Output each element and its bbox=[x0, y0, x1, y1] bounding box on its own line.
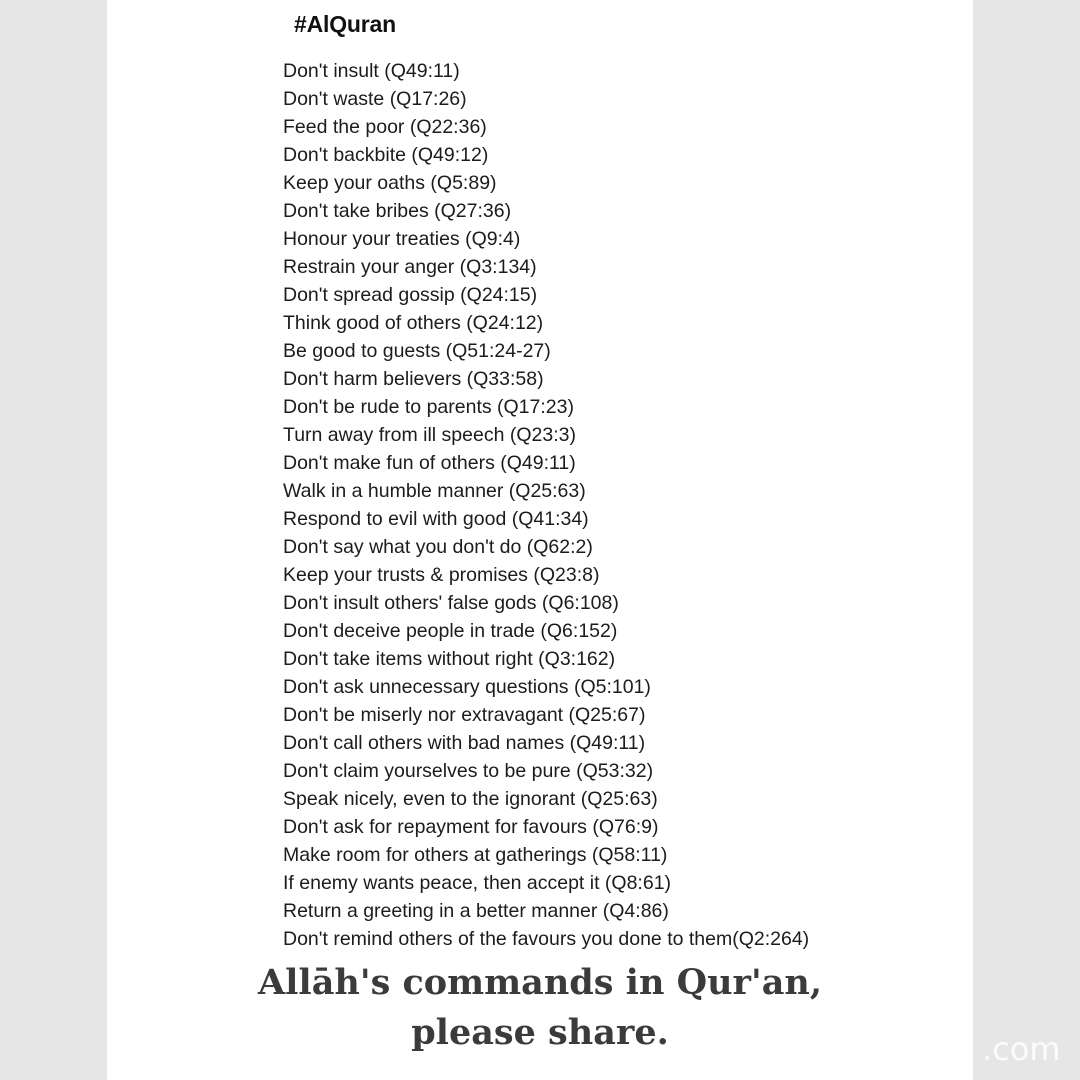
list-item: Don't waste (Q17:26) bbox=[283, 88, 467, 110]
list-item: Don't harm believers (Q33:58) bbox=[283, 368, 544, 390]
list-item: Keep your oaths (Q5:89) bbox=[283, 172, 497, 194]
list-item: Don't take items without right (Q3:162) bbox=[283, 648, 616, 670]
list-item: Don't deceive people in trade (Q6:152) bbox=[283, 620, 618, 642]
list-item: Be good to guests (Q51:24-27) bbox=[283, 340, 551, 362]
list-item: Don't insult (Q49:11) bbox=[283, 60, 460, 82]
list-item: Don't remind others of the favours you done to them(Q2:264) bbox=[283, 928, 810, 950]
footer-caption bbox=[107, 958, 973, 1058]
list-item: Speak nicely, even to the ignorant (Q25:63) bbox=[283, 788, 658, 810]
footer-line-2: please share. bbox=[411, 1012, 669, 1053]
list-item: Don't insult others' false gods (Q6:108) bbox=[283, 592, 619, 614]
list-item: Respond to evil with good (Q41:34) bbox=[283, 508, 589, 530]
list-item: Don't be rude to parents (Q17:23) bbox=[283, 396, 574, 418]
list-item: Make room for others at gatherings (Q58:11) bbox=[283, 844, 668, 866]
list-item: Don't be miserly nor extravagant (Q25:67) bbox=[283, 704, 646, 726]
list-item: Restrain your anger (Q3:134) bbox=[283, 256, 537, 278]
list-item: Feed the poor (Q22:36) bbox=[283, 116, 487, 138]
list-item: Don't take bribes (Q27:36) bbox=[283, 200, 512, 222]
commands-list bbox=[283, 57, 809, 953]
list-item: Don't ask for repayment for favours (Q76:9) bbox=[283, 816, 659, 838]
list-item: Don't spread gossip (Q24:15) bbox=[283, 284, 538, 306]
list-item: Return a greeting in a better manner (Q4:86) bbox=[283, 900, 669, 922]
list-item: Think good of others (Q24:12) bbox=[283, 312, 544, 334]
watermark-text: .com bbox=[982, 1030, 1061, 1068]
list-item: Don't call others with bad names (Q49:11) bbox=[283, 732, 646, 754]
list-item: Don't backbite (Q49:12) bbox=[283, 144, 489, 166]
list-item: Turn away from ill speech (Q23:3) bbox=[283, 424, 576, 446]
list-item: Honour your treaties (Q9:4) bbox=[283, 228, 521, 250]
hashtag-title: #AlQuran bbox=[294, 11, 396, 37]
footer-line-1: Allāh's commands in Qur'an, bbox=[257, 962, 823, 1003]
list-item: Don't ask unnecessary questions (Q5:101) bbox=[283, 676, 651, 698]
list-item: Don't claim yourselves to be pure (Q53:32) bbox=[283, 760, 654, 782]
list-item: Don't say what you don't do (Q62:2) bbox=[283, 536, 593, 558]
list-item: Don't make fun of others (Q49:11) bbox=[283, 452, 576, 474]
list-item: Walk in a humble manner (Q25:63) bbox=[283, 480, 586, 502]
list-item: Keep your trusts & promises (Q23:8) bbox=[283, 564, 600, 586]
list-item: If enemy wants peace, then accept it (Q8:61) bbox=[283, 872, 672, 894]
